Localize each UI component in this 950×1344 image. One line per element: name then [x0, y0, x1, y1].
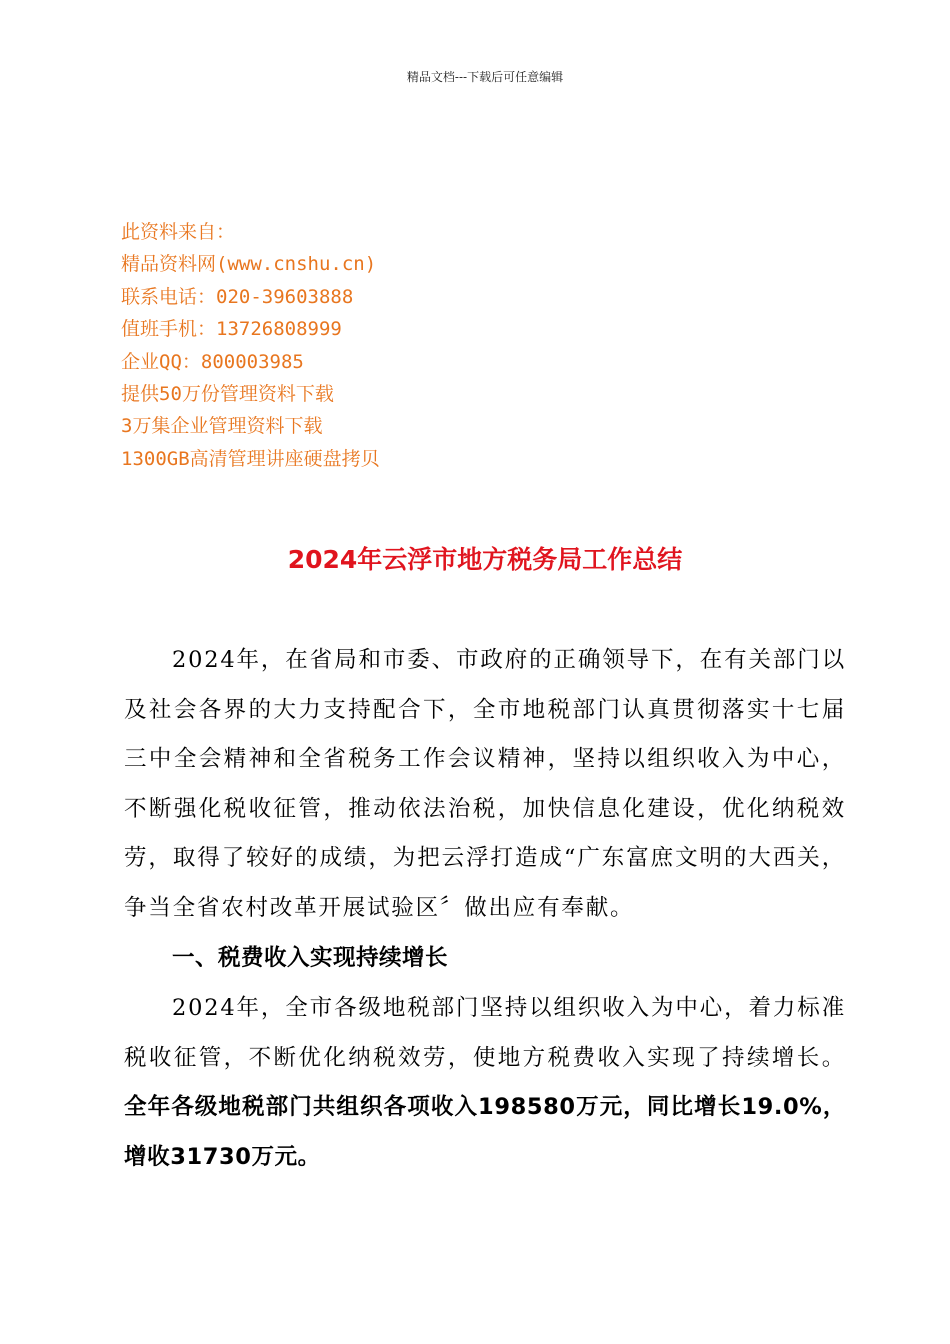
source-line-website: 精品资料网(www.cnshu.cn) [121, 253, 377, 276]
source-line-phone: 联系电话：020-39603888 [121, 285, 354, 308]
intro-paragraph: 2024年，在省局和市委、市政府的正确领导下，在有关部门以及社会各界的大力支持配合下，全市地税部门认真贯彻落实十七届三中全会精神和全省税务工作会议精神，坚持以组织收入为中心，不断强化税收征管，推动依法治税，加快信息化建设，优化纳税效劳，取得了较好的成绩，为把云浮打造成“广东富庶文明的大西关，争当全省农村改革开展试验区〞做出应有奉献。 [124, 647, 846, 921]
source-line-offer-3: 1300GB高清管理讲座硬盘拷贝 [121, 447, 380, 470]
section-1-paragraph [124, 984, 846, 1182]
source-line-offer-2: 3万集企业管理资料下载 [121, 415, 323, 438]
document-title: 2024年云浮市地方税务局工作总结 [287, 545, 683, 574]
header-note: 精品文档---下载后可任意编辑 [406, 70, 564, 84]
source-line-offer-1: 提供50万份管理资料下载 [121, 383, 334, 406]
source-info-block [121, 216, 621, 475]
section-1-text-normal: 2024年，全市各级地税部门坚持以组织收入为中心，着力标准税收征管，不断优化纳税效劳，使地方税费收入实现了持续增长。 [124, 995, 846, 1071]
source-line-from: 此资料来自： [121, 221, 236, 243]
source-line-qq: 企业QQ：800003985 [121, 350, 304, 373]
section-1-text-bold: 全年各级地税部门共组织各项收入198580万元，同比增长19.0%，增收31730万元。 [124, 1094, 846, 1170]
source-line-mobile: 值班手机：13726808999 [121, 318, 342, 341]
section-heading-1: 一、税费收入实现持续增长 [172, 945, 449, 971]
